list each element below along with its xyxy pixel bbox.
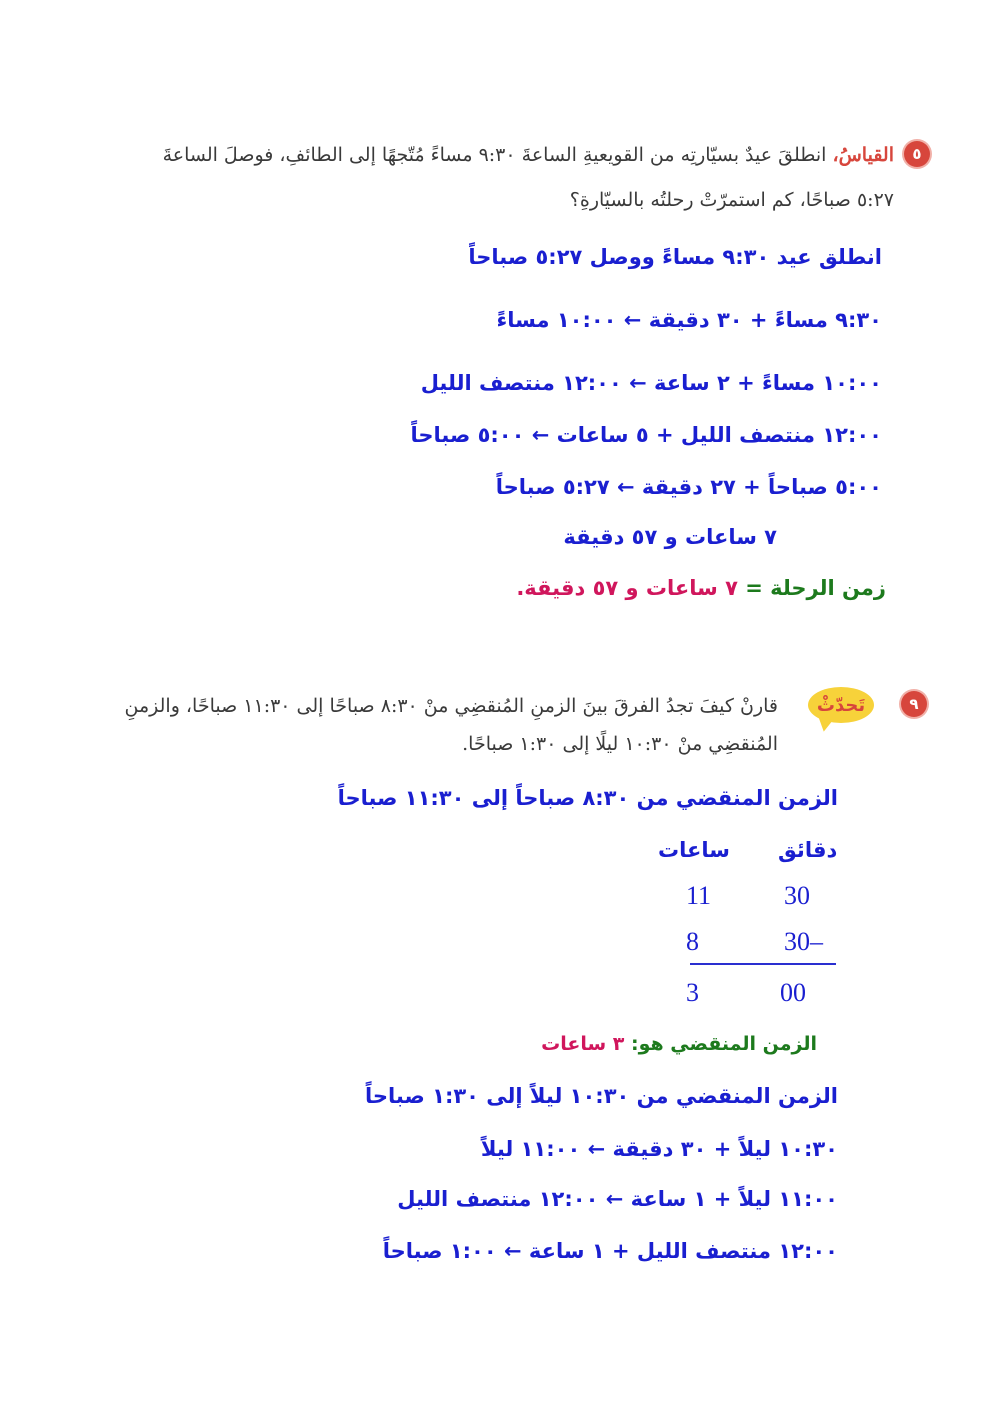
minutes-row-1: 30 — [784, 881, 810, 910]
problem-9-line-2: المُنقضِي منْ ١٠:٣٠ ليلًا إلى ١:٣٠ صباحًا. — [462, 733, 778, 755]
problem-5-label: القياسُ، — [832, 144, 894, 166]
problem-5-line-1 — [163, 144, 894, 166]
minutes-result: 00 — [780, 978, 806, 1007]
step-line: ١١:٠٠ ليلاً + ١ ساعة ← ١٢:٠٠ منتصف الليل — [397, 1187, 838, 1211]
elapsed-result-value: ٣ ساعات — [541, 1033, 625, 1055]
answer-line: ١٠:٠٠ مساءً + ٢ ساعة ← ١٢:٠٠ منتصف الليل — [420, 371, 882, 395]
step-line: ١٢:٠٠ منتصف الليل + ١ ساعة ← ١:٠٠ صباحاً — [382, 1239, 838, 1263]
answer-line: انطلق عيد ٩:٣٠ مساءً ووصل ٥:٢٧ صباحاً — [468, 245, 882, 269]
minutes-row-2: 30– — [784, 927, 823, 956]
talk-speech-bubble — [808, 687, 874, 723]
column-header-minutes: دقائق — [778, 838, 838, 862]
hours-row-1: 11 — [686, 881, 712, 910]
problem-5-line-2: ٥:٢٧ صباحًا، كم استمرّتْ رحلتُه بالسيّارةِ؟ — [569, 189, 894, 211]
answer-line: ٩:٣٠ مساءً + ٣٠ دقيقة ← ١٠:٠٠ مساءً — [496, 308, 882, 332]
trip-duration-value: ٧ ساعات و ٥٧ دقيقة. — [516, 576, 738, 600]
problem-number-badge: ٥ — [904, 141, 930, 167]
problem-9-line-1: قارنْ كيفَ تجدُ الفرقَ بينَ الزمنِ المُنقضِي منْ ٨:٣٠ صباحًا إلى ١١:٣٠ صباحًا، والزمنِ — [124, 695, 778, 717]
problem-number-badge: ٩ — [901, 691, 927, 717]
hours-row-2: 8 — [686, 927, 699, 956]
subtraction-line — [690, 963, 836, 965]
step-line: ١٠:٣٠ ليلاً + ٣٠ دقيقة ← ١١:٠٠ ليلاً — [480, 1137, 838, 1161]
elapsed-heading-2: الزمن المنقضي من ١٠:٣٠ ليلاً إلى ١:٣٠ صباحاً — [365, 1084, 838, 1108]
answer-line: ٧ ساعات و ٥٧ دقيقة — [563, 525, 777, 549]
trip-duration — [516, 576, 886, 600]
answer-line: ٥:٠٠ صباحاً + ٢٧ دقيقة ← ٥:٢٧ صباحاً — [495, 475, 882, 499]
hours-result: 3 — [686, 978, 699, 1007]
column-header-hours: ساعات — [658, 838, 730, 862]
problem-5-text-1: انطلقَ عيدٌ بسيّارتِه من القويعيةِ الساعةَ ٩:٣٠ مساءً مُتّجهًا إلى الطائفِ، فوصلَ الساعةَ — [162, 144, 827, 166]
talk-label: تَحدّثْ — [816, 694, 866, 716]
answer-line: ١٢:٠٠ منتصف الليل + ٥ ساعات ← ٥:٠٠ صباحاً — [410, 423, 882, 447]
trip-duration-label: زمن الرحلة = — [745, 576, 886, 600]
elapsed-result-label: الزمن المنقضي هو: — [630, 1033, 817, 1055]
elapsed-heading-1: الزمن المنقضي من ٨:٣٠ صباحاً إلى ١١:٣٠ صباحاً — [337, 786, 838, 810]
elapsed-result — [541, 1033, 817, 1055]
